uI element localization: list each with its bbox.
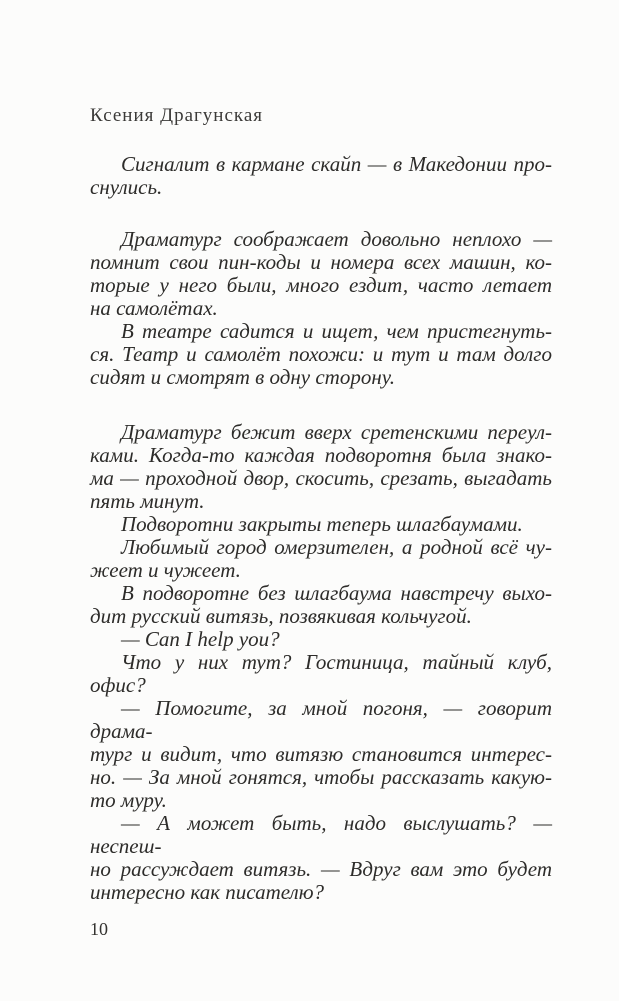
text-line: ма — проходной двор, скосить, срезать, выгадать	[90, 466, 552, 490]
text-line: — А может быть, надо выслушать? — неспеш-	[90, 811, 552, 858]
paragraph	[90, 651, 552, 697]
paragraph	[90, 513, 552, 536]
text-line: Что у них тут? Гостиница, тайный клуб,	[121, 650, 552, 674]
text-line: но рассуждает витязь. — Вдруг вам это будет	[90, 857, 552, 881]
text-line: Подворотни закрыты теперь шлагбаумами.	[121, 512, 523, 536]
text-line: снулись.	[90, 175, 163, 199]
paragraph	[90, 536, 552, 582]
text-line: торые у него были, много ездит, часто летает	[90, 273, 552, 297]
page-body-text	[90, 153, 552, 904]
text-line: офис?	[90, 673, 146, 697]
text-line: помнит свои пин-коды и номера всех машин, ко-	[90, 250, 552, 274]
paragraph	[90, 320, 552, 389]
paragraph	[90, 628, 552, 651]
text-line: дит русский витязь, позвякивая кольчугой.	[90, 604, 472, 628]
paragraph	[90, 812, 552, 904]
text-line: тург и видит, что витязю становится интерес-	[90, 742, 552, 766]
text-line: Любимый город омерзителен, а родной всё чу-	[121, 535, 552, 559]
text-line: сидят и смотрят в одну сторону.	[90, 365, 396, 389]
paragraph	[90, 582, 552, 628]
text-line: ками. Когда-то каждая подворотня была знако-	[90, 443, 552, 467]
text-line: но. — За мной гонятся, чтобы рассказать какую-	[90, 765, 552, 789]
text-line: Драматург соображает довольно неплохо —	[121, 227, 552, 251]
paragraph	[90, 697, 552, 812]
text-line: на самолётах.	[90, 296, 218, 320]
text-line: интересно как писателю?	[90, 880, 325, 904]
text-line: ся. Театр и самолёт похожи: и тут и там долго	[90, 342, 552, 366]
paragraph	[90, 228, 552, 320]
paragraph	[90, 153, 552, 199]
text-line: пять минут.	[90, 489, 205, 513]
text-line: — Can I help you?	[121, 627, 280, 651]
text-line: В подворотне без шлагбаума навстречу выхо-	[121, 581, 552, 605]
running-header-author: Ксения Драгунская	[90, 105, 264, 126]
page-number: 10	[90, 919, 108, 939]
text-line: Драматург бежит вверх сретенскими переул-	[121, 420, 552, 444]
text-line: жеет и чужеет.	[90, 558, 241, 582]
text-line: Сигналит в кармане скайп — в Македонии про-	[121, 152, 552, 176]
text-line: — Помогите, за мной погоня, — говорит драма-	[90, 696, 552, 743]
text-line: то муру.	[90, 788, 167, 812]
paragraph	[90, 421, 552, 513]
text-line: В театре садится и ищет, чем пристегнуть-	[121, 319, 552, 343]
